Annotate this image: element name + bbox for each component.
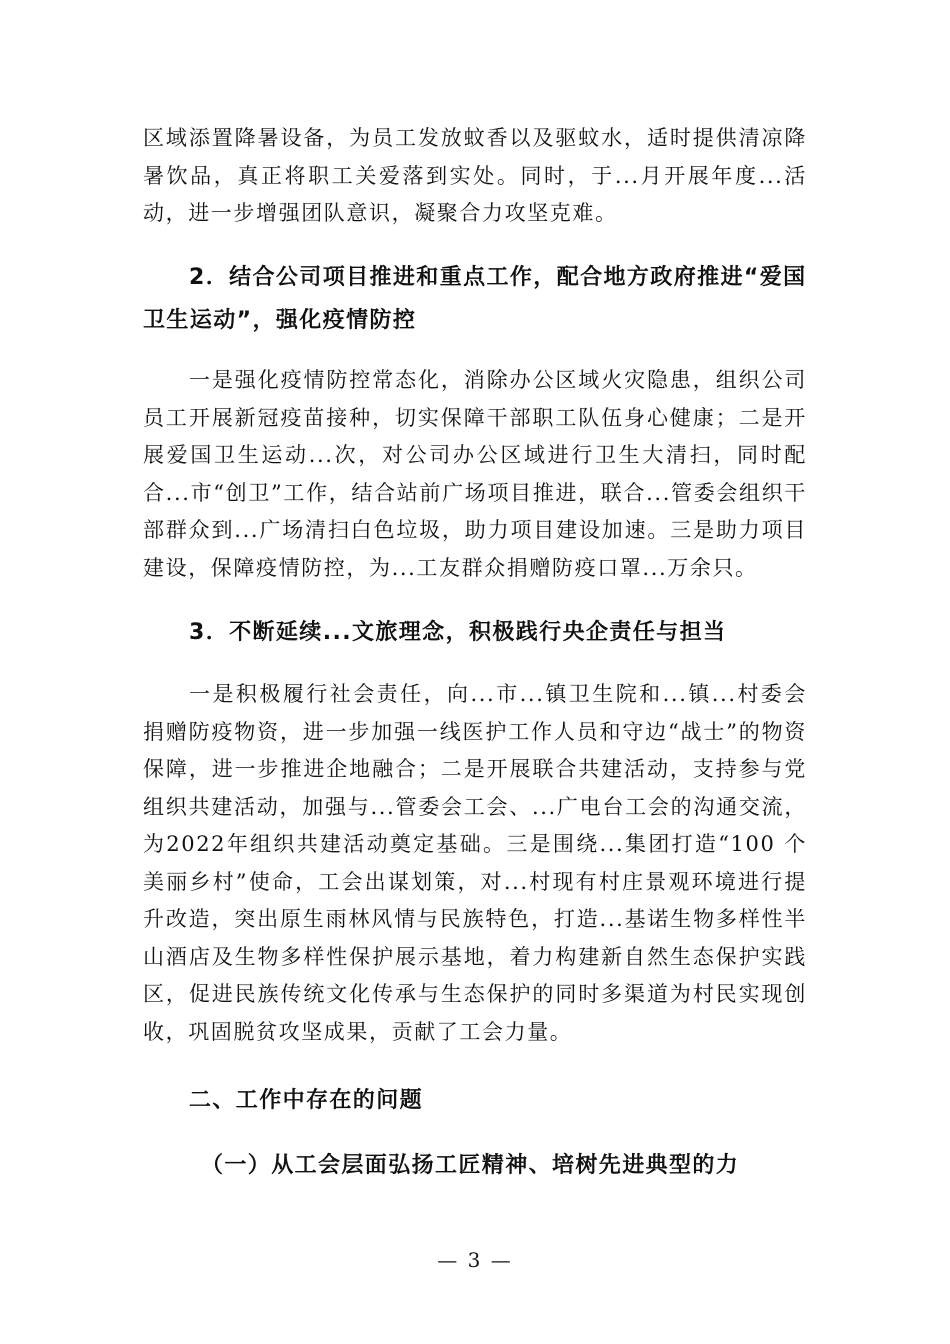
paragraph-csr: 一是积极履行社会责任，向...市...镇卫生院和...镇...村委会捐赠防疫物资，进一步加强一线医护工作人员和守边“战士”的物资保障，进一步推进企地融合；二是开展联合共建活动，支持参与党组织共建活动，加强与...管委会工会、...广电台工会的沟通交流，为2022年组织共建活动奠定基础。三是围绕...集团打造“100 个美丽乡村”使命，工会出谋划策，对...村现有村庄景观环境进行提升改造，突出原生雨林风情与民族特色，打造...基诺生物多样性半山酒店及生物多样性保护展示基地，着力构建新自然生态保护实践区，促进民族传统文化传承与生态保护的同时多渠道为村民实现创收，巩固脱贫攻坚成果，贡献了工会力量。 [143, 682, 808, 1044]
paragraph-covid: 一是强化疫情防控常态化，消除办公区域火灾隐患，组织公司员工开展新冠疫苗接种，切实保障干部职工队伍身心健康；二是开展爱国卫生运动...次，对公司办公区域进行卫生大清扫，同时配合...市“创卫”工作，结合站前广场项目推进，联合...管委会组织干部群众到...广场清扫白色垃圾，助力项目建设加速。三是助力项目建设，保障疫情防控，为...工友群众捐赠防疫口罩...万余只。 [143, 368, 807, 580]
heading-section-2: 二、工作中存在的问题 [189, 1088, 424, 1113]
heading-subsection-1: （一）从工会层面弘扬工匠精神、培树先进典型的力 [201, 1153, 740, 1178]
page-number: — 3 — [437, 1248, 513, 1272]
paragraph-intro: 区域添置降暑设备，为员工发放蚊香以及驱蚊水，适时提供清凉降暑饮品，真正将职工关爱落到实处。同时，于...月开展年度...活动，进一步增强团队意识，凝聚合力攻坚克难。 [143, 126, 807, 225]
heading-item-3: 3．不断延续...文旅理念，积极践行央企责任与担当 [189, 620, 727, 645]
heading-item-2: 2．结合公司项目推进和重点工作，配合地方政府推进“爱国卫生运动”，强化疫情防控 [143, 265, 807, 333]
